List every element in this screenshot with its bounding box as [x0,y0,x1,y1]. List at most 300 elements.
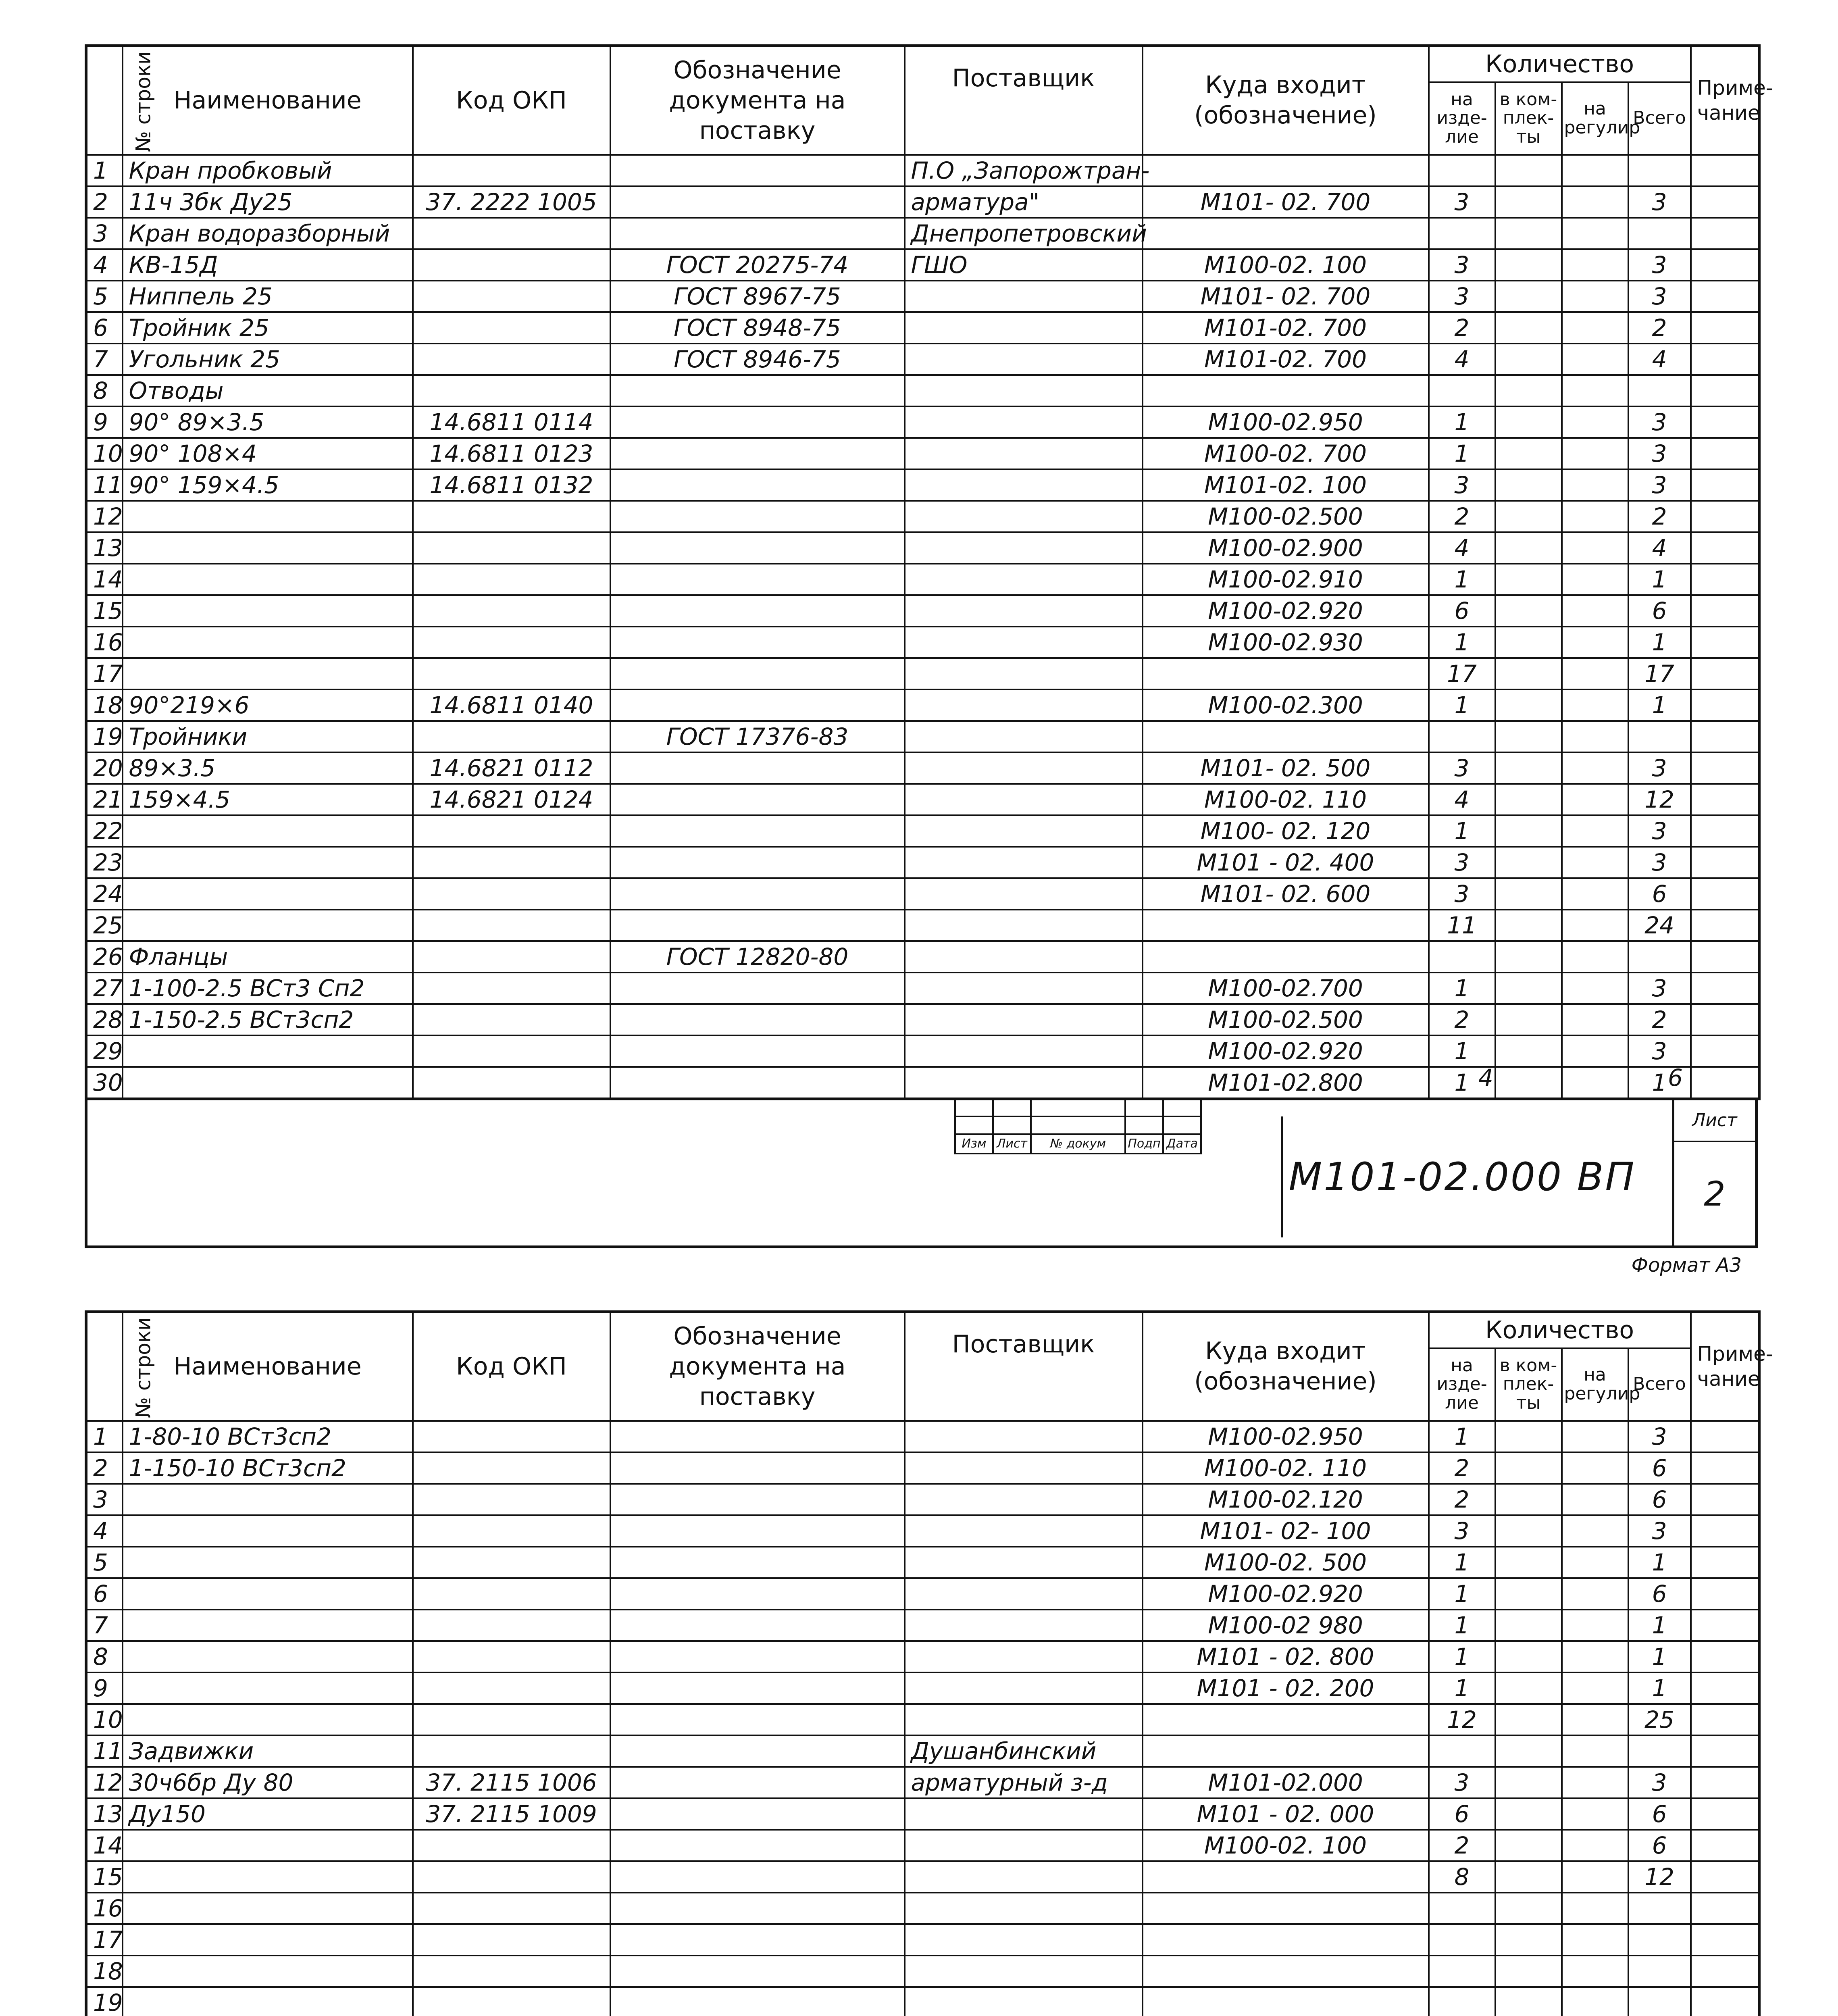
qty-total-cell: 6 [1628,1452,1691,1484]
note-cell [1691,1035,1759,1067]
qty-total-cell: 3 [1628,438,1691,469]
table-row [86,1861,1759,1893]
qty-kit-cell [1495,438,1562,469]
qty-total-cell: 3 [1628,281,1691,312]
note-cell [1691,249,1759,281]
table-row [86,973,1759,1004]
code-cell [413,312,610,344]
code-cell: 14.6811 0140 [413,689,610,721]
where-used-cell: М101 - 02. 000 [1143,1798,1429,1830]
name-cell [123,1035,413,1067]
document-cell [610,1067,905,1099]
qty-item-cell: 1 [1429,627,1495,658]
table-body [86,155,1759,1099]
qty-item-cell: 6 [1429,595,1495,627]
document-cell [610,1798,905,1830]
row-number-cell: 12 [86,1767,123,1798]
note-cell [1691,1956,1759,1987]
document-cell [610,752,905,784]
supplier-cell [905,689,1143,721]
document-cell [610,784,905,815]
qty-reg-cell [1562,281,1628,312]
note-cell [1691,878,1759,910]
row-number-cell: 13 [86,1798,123,1830]
header-document: Обозначение документа на поставку [610,1312,905,1421]
qty-total-cell: 4 [1628,532,1691,564]
table-row [86,281,1759,312]
supplier-cell: П.О „Запорожтран- [905,155,1143,186]
header-name: Наименование [123,46,413,155]
document-cell [610,532,905,564]
table-row [86,1004,1759,1035]
document-cell [610,1672,905,1704]
qty-item-cell: 2 [1429,312,1495,344]
supplier-cell [905,1035,1143,1067]
supplier-cell [905,1641,1143,1672]
specification-table-sheet-2 [85,1310,1773,2016]
row-number-cell: 24 [86,878,123,910]
qty-reg-cell [1562,375,1628,406]
table-row [86,1798,1759,1830]
note-cell [1691,375,1759,406]
code-cell [413,941,610,973]
qty-total-cell: 3 [1628,752,1691,784]
supplier-cell: ГШО [905,249,1143,281]
header-supplier: Поставщик [905,46,1143,155]
row-number-cell: 3 [86,218,123,249]
name-cell [123,1956,413,1987]
table-row [86,1767,1759,1798]
supplier-cell [905,815,1143,847]
qty-reg-cell [1562,1035,1628,1067]
code-cell [413,1067,610,1099]
document-cell [610,815,905,847]
qty-total-cell [1628,1924,1691,1956]
code-cell: 14.6821 0112 [413,752,610,784]
qty-kit-cell [1495,1956,1562,1987]
name-cell: 1-80-10 ВСт3сп2 [123,1421,413,1452]
supplier-cell: Душанбинский [905,1735,1143,1767]
qty-kit-cell [1495,1924,1562,1956]
qty-item-cell [1429,1735,1495,1767]
qty-kit-cell [1495,1735,1562,1767]
table-row [86,312,1759,344]
qty-kit-cell [1495,155,1562,186]
code-cell [413,1893,610,1924]
row-number-cell: 15 [86,595,123,627]
qty-kit-cell [1495,1641,1562,1672]
table-row [86,1421,1759,1452]
document-designation: М101-02.000 ВП [1281,1116,1642,1237]
name-cell: 30ч6бр Ду 80 [123,1767,413,1798]
supplier-cell [905,501,1143,532]
qty-reg-cell [1562,1452,1628,1484]
where-used-cell: М101-02. 100 [1143,469,1429,501]
name-cell [123,1547,413,1578]
row-number-cell: 5 [86,1547,123,1578]
qty-total-cell [1628,218,1691,249]
supplier-cell [905,1672,1143,1704]
qty-reg-cell [1562,249,1628,281]
qty-kit-cell [1495,1421,1562,1452]
header-note: Приме-чание [1691,46,1759,155]
qty-kit-cell [1495,973,1562,1004]
note-cell [1691,784,1759,815]
note-cell [1691,1735,1759,1767]
table-row [86,689,1759,721]
qty-reg-cell [1562,1547,1628,1578]
note-cell [1691,155,1759,186]
qty-reg-cell [1562,438,1628,469]
qty-reg-cell [1562,532,1628,564]
revision-grid [954,1098,1202,1154]
note-cell [1691,973,1759,1004]
name-cell [123,1704,413,1735]
stamp-izm: Изм [955,1134,993,1154]
qty-kit-cell [1495,1452,1562,1484]
supplier-cell [905,438,1143,469]
qty-reg-cell [1562,752,1628,784]
document-cell [610,1484,905,1515]
qty-total-cell: 2 [1628,501,1691,532]
table-row [86,1610,1759,1641]
code-cell: 37. 2115 1009 [413,1798,610,1830]
qty-item-cell: 1 [1429,1641,1495,1672]
row-number-cell: 7 [86,344,123,375]
note-cell [1691,1672,1759,1704]
where-used-cell: М100-02.700 [1143,973,1429,1004]
header-note: Приме-чание [1691,1312,1759,1421]
table-row [86,1484,1759,1515]
table-row [86,1547,1759,1578]
where-used-cell: М101- 02. 700 [1143,281,1429,312]
qty-total-cell: 25 [1628,1704,1691,1735]
note-cell [1691,1004,1759,1035]
qty-item-cell: 1 [1429,689,1495,721]
qty-kit-cell [1495,312,1562,344]
note-cell [1691,1610,1759,1641]
code-cell: 37. 2115 1006 [413,1767,610,1798]
qty-total-cell: 1 [1628,627,1691,658]
code-cell [413,1830,610,1861]
code-cell [413,1704,610,1735]
qty-item-cell: 1 [1429,1547,1495,1578]
qty-kit-cell [1495,281,1562,312]
where-used-cell: М101- 02. 500 [1143,752,1429,784]
supplier-cell [905,1547,1143,1578]
row-number-cell: 19 [86,1987,123,2016]
document-cell [610,469,905,501]
table-row [86,595,1759,627]
row-number-cell: 1 [86,155,123,186]
where-used-cell: М101- 02. 600 [1143,878,1429,910]
note-cell [1691,218,1759,249]
supplier-cell [905,1484,1143,1515]
qty-total-cell [1628,1735,1691,1767]
qty-item-cell: 1 [1429,438,1495,469]
table-row [86,1956,1759,1987]
qty-total-cell: 4 [1628,344,1691,375]
document-cell [610,1452,905,1484]
code-cell [413,1578,610,1610]
header-qty-reg: на регулир [1562,1348,1628,1421]
note-cell [1691,941,1759,973]
qty-kit-cell [1495,1515,1562,1547]
row-number-cell: 7 [86,1610,123,1641]
qty-total-cell: 3 [1628,1035,1691,1067]
name-cell [123,1861,413,1893]
note-cell [1691,1547,1759,1578]
qty-kit-cell [1495,1547,1562,1578]
qty-total-cell: 6 [1628,878,1691,910]
table-row [86,878,1759,910]
supplier-cell [905,627,1143,658]
qty-total-cell: 6 [1628,1798,1691,1830]
qty-kit-cell [1495,564,1562,595]
document-cell [610,406,905,438]
table-row [86,186,1759,218]
code-cell [413,847,610,878]
name-cell: 11ч 3бк Ду25 [123,186,413,218]
where-used-cell: М100-02.500 [1143,1004,1429,1035]
qty-total-cell: 3 [1628,1421,1691,1452]
row-number-cell: 10 [86,438,123,469]
supplier-cell [905,941,1143,973]
where-used-cell: М100-02.500 [1143,501,1429,532]
qty-reg-cell [1562,1004,1628,1035]
name-cell [123,910,413,941]
supplier-cell [905,910,1143,941]
qty-kit-cell [1495,658,1562,689]
name-cell: 1-100-2.5 ВСт3 Сп2 [123,973,413,1004]
name-cell: 89×3.5 [123,752,413,784]
row-number-cell: 14 [86,1830,123,1861]
document-cell [610,1767,905,1798]
document-cell [610,438,905,469]
row-number-cell: 28 [86,1004,123,1035]
qty-total-cell: 3 [1628,469,1691,501]
document-cell [610,595,905,627]
qty-kit-cell [1495,941,1562,973]
row-number-cell: 4 [86,1515,123,1547]
qty-reg-cell [1562,186,1628,218]
supplier-cell [905,658,1143,689]
where-used-cell [1143,1893,1429,1924]
note-cell [1691,406,1759,438]
qty-total-cell: 2 [1628,1004,1691,1035]
supplier-cell [905,1421,1143,1452]
document-cell [610,1956,905,1987]
document-cell [610,1547,905,1578]
table-row [86,941,1759,973]
qty-reg-cell [1562,1578,1628,1610]
table-row [86,344,1759,375]
name-cell [123,1672,413,1704]
qty-total-cell: 1 [1628,1547,1691,1578]
code-cell [413,249,610,281]
name-cell [123,878,413,910]
qty-total-cell: 3 [1628,186,1691,218]
qty-item-cell: 1 [1429,1421,1495,1452]
qty-item-cell: 2 [1429,1830,1495,1861]
code-cell [413,1861,610,1893]
name-cell [123,658,413,689]
qty-kit-cell [1495,532,1562,564]
row-number-cell: 13 [86,532,123,564]
qty-item-cell: 2 [1429,1004,1495,1035]
note-cell [1691,689,1759,721]
qty-item-cell: 4 [1429,532,1495,564]
qty-reg-cell [1562,312,1628,344]
qty-reg-cell [1562,1861,1628,1893]
document-cell [610,1421,905,1452]
table-row [86,1515,1759,1547]
where-used-cell [1143,1987,1429,2016]
note-cell [1691,1893,1759,1924]
code-cell [413,532,610,564]
code-cell: 14.6811 0123 [413,438,610,469]
document-cell [610,155,905,186]
document-cell [610,1861,905,1893]
code-cell [413,375,610,406]
note-cell [1691,595,1759,627]
qty-reg-cell [1562,1798,1628,1830]
where-used-cell: М100-02.120 [1143,1484,1429,1515]
note-cell [1691,1704,1759,1735]
name-cell [123,1830,413,1861]
row-number-cell: 17 [86,1924,123,1956]
document-cell [610,1578,905,1610]
qty-total-cell: 12 [1628,1861,1691,1893]
stamp-list: Лист [993,1134,1031,1154]
name-cell: Кран пробковый [123,155,413,186]
note-cell [1691,1452,1759,1484]
qty-total-cell: 17 [1628,658,1691,689]
supplier-cell [905,281,1143,312]
qty-reg-cell [1562,155,1628,186]
row-number-cell: 18 [86,1956,123,1987]
where-used-cell: М101 - 02. 400 [1143,847,1429,878]
table-header [86,1312,1773,1421]
qty-item-cell: 3 [1429,847,1495,878]
qty-item-cell: 1 [1429,1610,1495,1641]
supplier-cell: арматура" [905,186,1143,218]
document-cell [610,218,905,249]
where-used-cell: М100-02. 110 [1143,784,1429,815]
document-cell: ГОСТ 8948-75 [610,312,905,344]
name-cell [123,1641,413,1672]
sheet-label: Лист [1674,1100,1755,1142]
qty-item-cell [1429,155,1495,186]
table-row [86,1452,1759,1484]
where-used-cell [1143,1924,1429,1956]
name-cell: Тройники [123,721,413,752]
table-row [86,501,1759,532]
supplier-cell [905,973,1143,1004]
qty-total-cell [1628,1893,1691,1924]
qty-reg-cell [1562,1610,1628,1641]
qty-reg-cell [1562,564,1628,595]
qty-total-cell [1628,941,1691,973]
document-cell [610,564,905,595]
qty-item-cell: 8 [1429,1861,1495,1893]
note-cell [1691,1421,1759,1452]
qty-item-cell: 12 [1429,1704,1495,1735]
qty-reg-cell [1562,847,1628,878]
qty-kit-cell [1495,1004,1562,1035]
where-used-cell [1143,375,1429,406]
table-row [86,1672,1759,1704]
name-cell: Фланцы [123,941,413,973]
qty-item-cell: 3 [1429,186,1495,218]
name-cell [123,501,413,532]
qty-item-cell: 1 [1429,1672,1495,1704]
qty-item-cell: 3 [1429,878,1495,910]
code-cell [413,1004,610,1035]
qty-total-cell: 3 [1628,815,1691,847]
name-cell [123,1924,413,1956]
qty-item-cell: 1 [1429,1578,1495,1610]
qty-reg-cell [1562,1641,1628,1672]
qty-total-cell [1628,1956,1691,1987]
document-cell: ГОСТ 8967-75 [610,281,905,312]
header-code: Код ОКП [413,1312,610,1421]
code-cell [413,1987,610,2016]
code-cell: 14.6811 0114 [413,406,610,438]
document-cell: ГОСТ 8946-75 [610,344,905,375]
qty-kit-cell [1495,910,1562,941]
qty-reg-cell [1562,627,1628,658]
row-number-cell: 8 [86,375,123,406]
note-cell [1691,1515,1759,1547]
qty-total-cell: 6 [1628,1578,1691,1610]
qty-kit-cell [1495,689,1562,721]
code-cell [413,627,610,658]
row-number-cell: 29 [86,1035,123,1067]
qty-kit-cell [1495,784,1562,815]
row-number-cell: 12 [86,501,123,532]
name-cell [123,815,413,847]
supplier-cell [905,1704,1143,1735]
where-used-cell [1143,910,1429,941]
qty-kit-cell [1495,1893,1562,1924]
table-row [86,406,1759,438]
row-number-cell: 18 [86,689,123,721]
document-cell: ГОСТ 20275-74 [610,249,905,281]
qty-reg-cell [1562,406,1628,438]
qty-kit-cell [1495,595,1562,627]
note-cell [1691,469,1759,501]
note-cell [1691,312,1759,344]
row-number-cell: 27 [86,973,123,1004]
qty-total-cell: 3 [1628,1767,1691,1798]
row-number-cell: 23 [86,847,123,878]
row-number-cell: 25 [86,910,123,941]
header-where: Куда входит (обозначение) [1143,1312,1429,1421]
where-used-cell: М100- 02. 120 [1143,815,1429,847]
qty-reg-cell [1562,1704,1628,1735]
name-cell [123,1578,413,1610]
qty-kit-cell [1495,721,1562,752]
code-cell [413,155,610,186]
name-cell [123,1610,413,1641]
supplier-cell [905,784,1143,815]
document-cell [610,1735,905,1767]
table-row [86,438,1759,469]
name-cell: 90° 89×3.5 [123,406,413,438]
document-cell [610,1893,905,1924]
qty-item-cell [1429,941,1495,973]
